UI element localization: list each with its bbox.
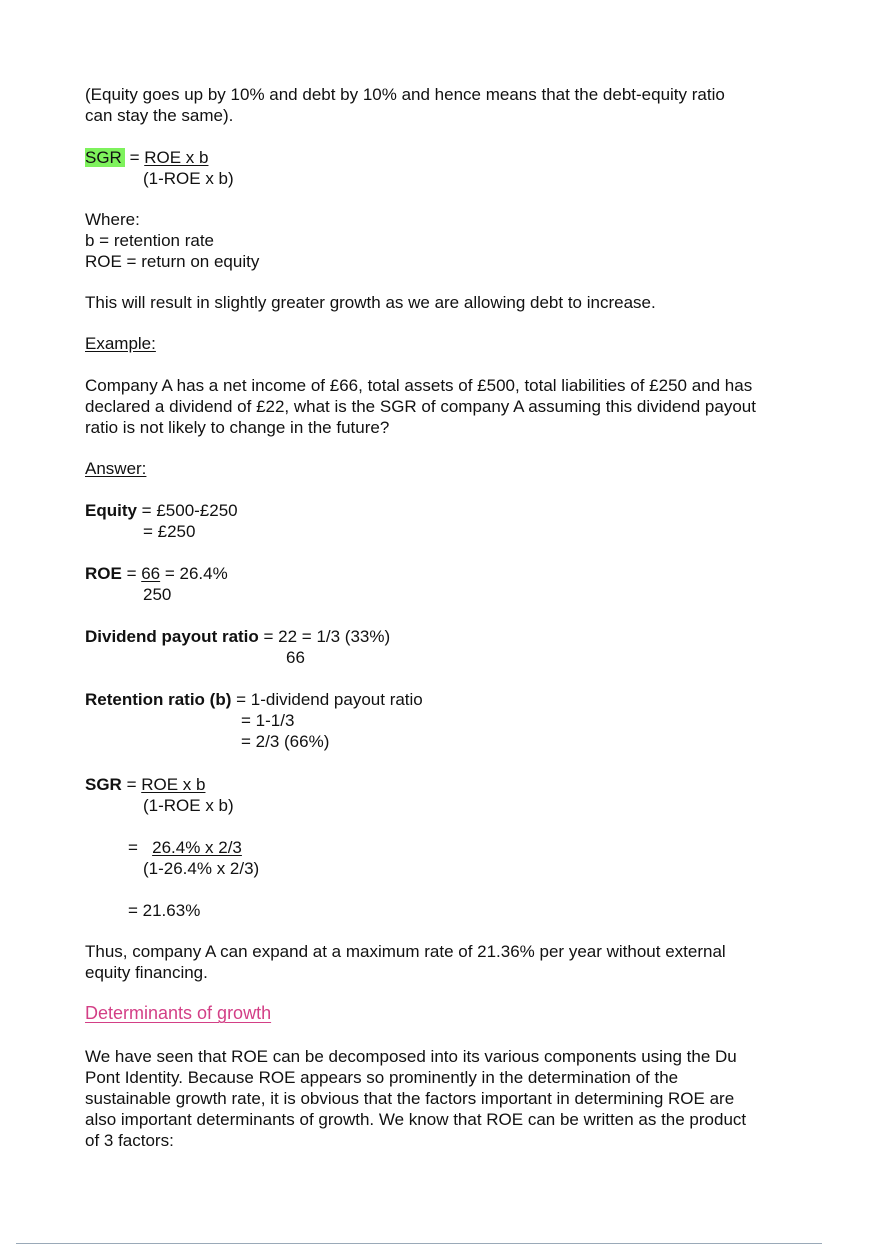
footer-divider <box>16 1243 822 1244</box>
sgr-answer-line-1 <box>85 774 205 795</box>
determinants-heading: Determinants of growth <box>85 1003 272 1023</box>
roe-result: = 26.4% <box>160 564 228 583</box>
sgr-step-3: = 21.63% <box>128 901 201 920</box>
determinants-line-2: Pont Identity. Because ROE appears so prominently in the determination of the <box>85 1068 679 1087</box>
example-line-2: declared a dividend of £22, what is the SGR of company A assuming this dividend payout <box>85 397 756 416</box>
intro-line-2: can stay the same). <box>85 106 234 125</box>
example-line-1: Company A has a net income of £66, total assets of £500, total liabilities of £250 and has <box>85 376 753 395</box>
retention-line-3: = 2/3 (66%) <box>241 732 330 751</box>
determinants-line-5: of 3 factors: <box>85 1131 174 1150</box>
answer-title: Answer: <box>85 459 147 478</box>
formula-equals: = <box>124 148 145 167</box>
sgr-highlight: SGR <box>85 148 125 167</box>
intro-line-1: (Equity goes up by 10% and debt by 10% and hence means that the debt-equity ratio <box>85 85 725 104</box>
retention-line-1 <box>85 689 423 710</box>
determinants-line-1: We have seen that ROE can be decomposed into its various components using the Du <box>85 1047 737 1066</box>
conclusion-line-2: equity financing. <box>85 963 208 982</box>
equity-line-1 <box>85 500 238 521</box>
sgr-step-2-numerator: 26.4% x 2/3 <box>152 838 242 857</box>
roe-line-1 <box>85 563 228 584</box>
sgr-step-2-equals: = <box>128 838 138 857</box>
where-title: Where: <box>85 210 140 229</box>
roe-denominator: 250 <box>143 585 172 604</box>
sgr-step-2-denominator: (1-26.4% x 2/3) <box>143 859 260 878</box>
sgr-answer-denominator: (1-ROE x b) <box>143 796 234 815</box>
equity-label: Equity <box>85 501 137 520</box>
example-title: Example: <box>85 334 156 353</box>
dividend-label: Dividend payout ratio <box>85 627 259 646</box>
roe-equals: = <box>121 564 142 583</box>
retention-label: Retention ratio (b) <box>85 690 232 709</box>
formula-denominator: (1-ROE x b) <box>143 169 234 188</box>
formula-numerator: ROE x b <box>144 148 209 167</box>
roe-label: ROE <box>85 564 122 583</box>
determinants-line-3: sustainable growth rate, it is obvious that the factors important in determining ROE are <box>85 1089 735 1108</box>
retention-line-2: = 1-1/3 <box>241 711 295 730</box>
roe-numerator: 66 <box>141 564 161 583</box>
sgr-answer-numerator: ROE x b <box>141 775 206 794</box>
sgr-formula <box>85 147 208 168</box>
retention-calc: = 1-dividend payout ratio <box>231 690 423 709</box>
result-note: This will result in slightly greater growth as we are allowing debt to increase. <box>85 293 656 312</box>
example-line-3: ratio is not likely to change in the future? <box>85 418 390 437</box>
conclusion-line-1: Thus, company A can expand at a maximum rate of 21.36% per year without external <box>85 942 726 961</box>
where-b-definition: b = retention rate <box>85 231 215 250</box>
determinants-line-4: also important determinants of growth. We know that ROE can be written as the product <box>85 1110 747 1129</box>
sgr-answer-label: SGR <box>85 775 122 794</box>
equity-calc: = £500-£250 <box>136 501 238 520</box>
sgr-step-2 <box>128 837 242 858</box>
where-roe-definition: ROE = return on equity <box>85 252 260 271</box>
dividend-line-1 <box>85 626 390 647</box>
sgr-answer-equals: = <box>121 775 142 794</box>
equity-result: = £250 <box>143 522 196 541</box>
dividend-calc: = 22 = 1/3 (33%) <box>258 627 391 646</box>
dividend-denominator: 66 <box>286 648 305 667</box>
